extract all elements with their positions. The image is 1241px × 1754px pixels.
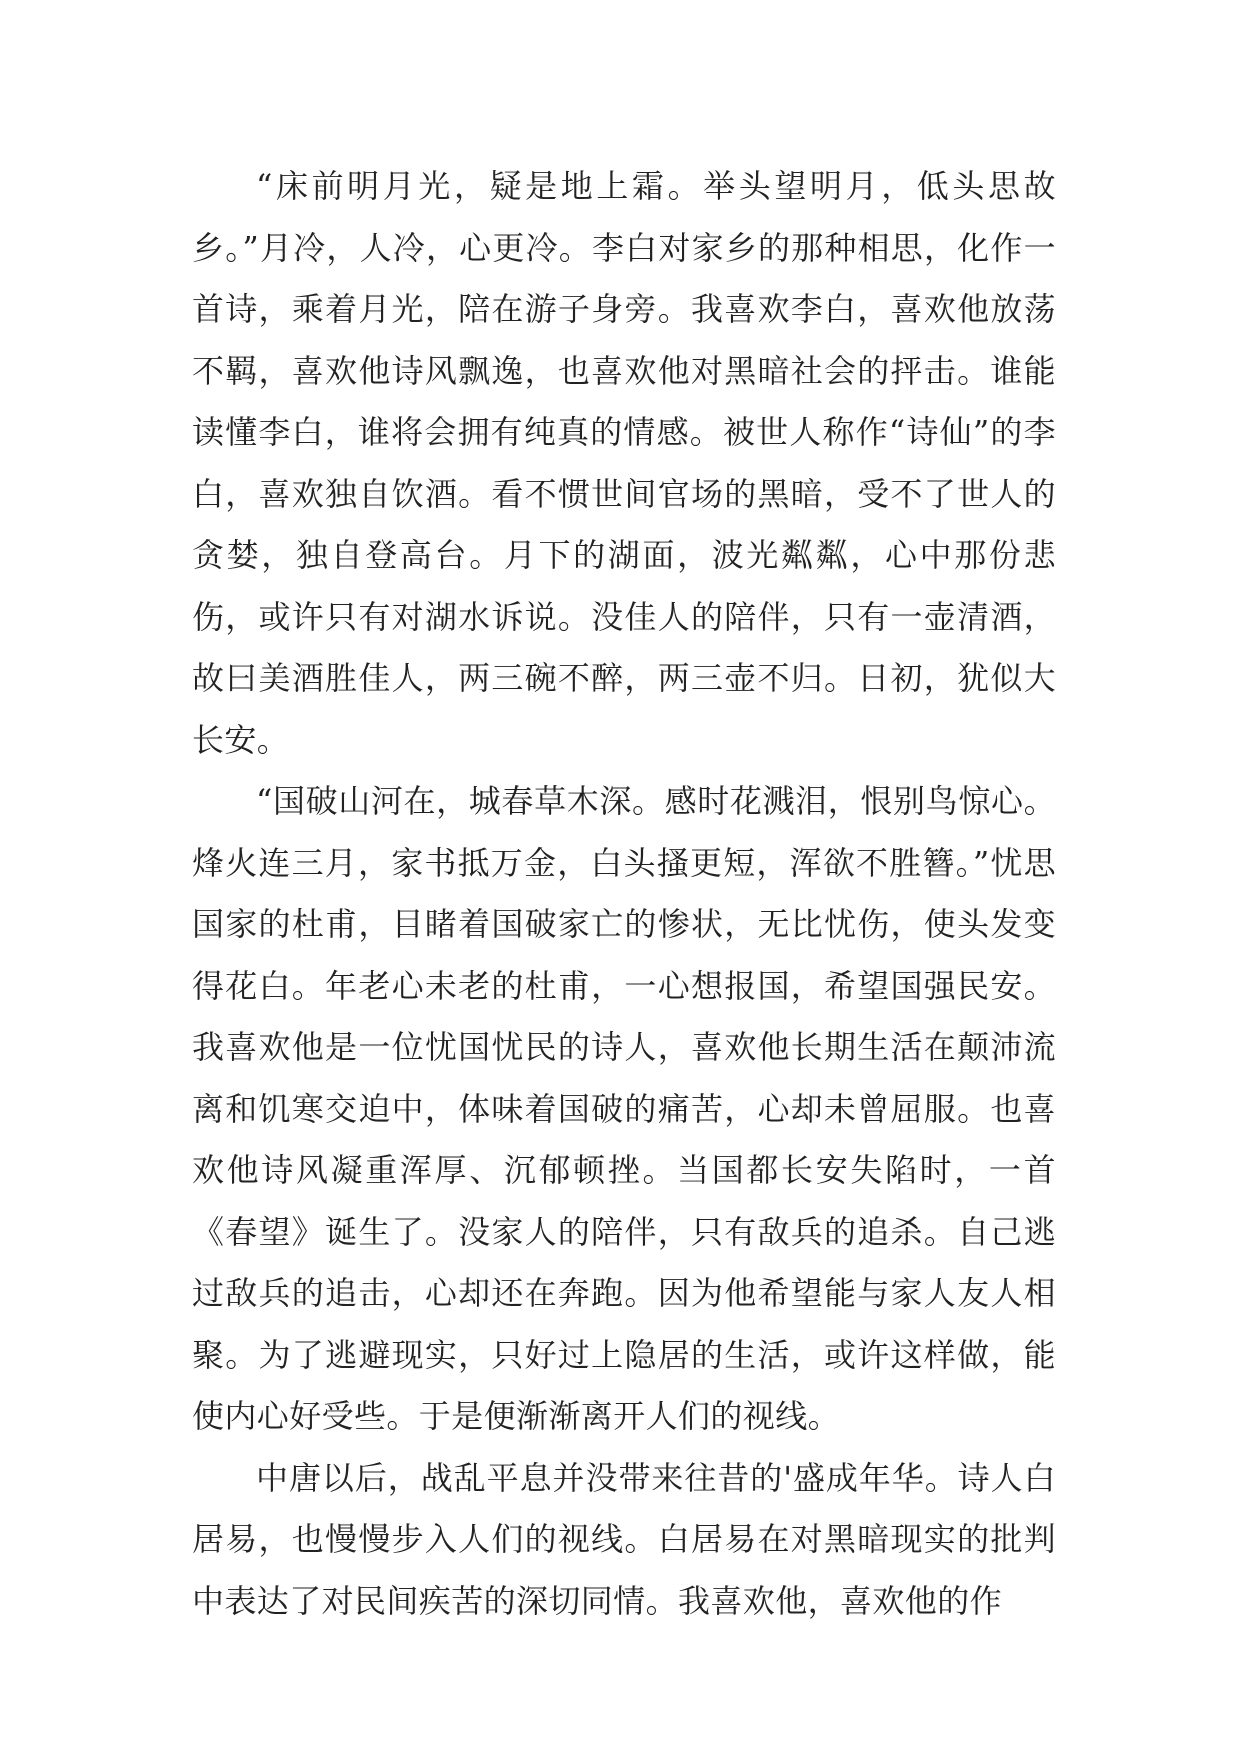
paragraph-li-bai: “床前明月光，疑是地上霜。举头望明月，低头思故乡。”月冷，人冷，心更冷。李白对家乡的那种相思，化作一首诗，乘着月光，陪在游子身旁。我喜欢李白，喜欢他放荡不羁，喜欢他诗风飘逸，也喜欢他对黑暗社会的抨击。谁能读懂李白，谁将会拥有纯真的情感。被世人称作“诗仙”的李白，喜欢独自饮酒。看不惯世间官场的黑暗，受不了世人的贪婪，独自登高台。月下的湖面，波光粼粼，心中那份悲伤，或许只有对湖水诉说。没佳人的陪伴，只有一壶清酒，故曰美酒胜佳人，两三碗不醉，两三壶不归。日初，犹似大长安。	[192, 167, 1056, 759]
paragraph-bai-juyi: 中唐以后，战乱平息并没带来往昔的'盛成年华。诗人白居易，也慢慢步入人们的视线。白居易在对黑暗现实的批判中表达了对民间疾苦的深切同情。我喜欢他，喜欢他的作	[192, 1458, 1056, 1620]
paragraph-du-fu: “国破山河在，城春草木深。感时花溅泪，恨别鸟惊心。烽火连三月，家书抵万金，白头搔更短，浑欲不胜簪。”忧思国家的杜甫，目睹着国破家亡的惨状，无比忧伤，使头发变得花白。年老心未老的杜甫，一心想报国，希望国强民安。我喜欢他是一位忧国忧民的诗人，喜欢他长期生活在颠沛流离和饥寒交迫中，体味着国破的痛苦，心却未曾屈服。也喜欢他诗风凝重浑厚、沉郁顿挫。当国都长安失陷时，一首《春望》诞生了。没家人的陪伴，只有敌兵的追杀。自己逃过敌兵的追击，心却还在奔跑。因为他希望能与家人友人相聚。为了逃避现实，只好过上隐居的生活，或许这样做，能使内心好受些。于是便渐渐离开人们的视线。	[192, 782, 1056, 1435]
body-text	[192, 156, 1056, 1632]
